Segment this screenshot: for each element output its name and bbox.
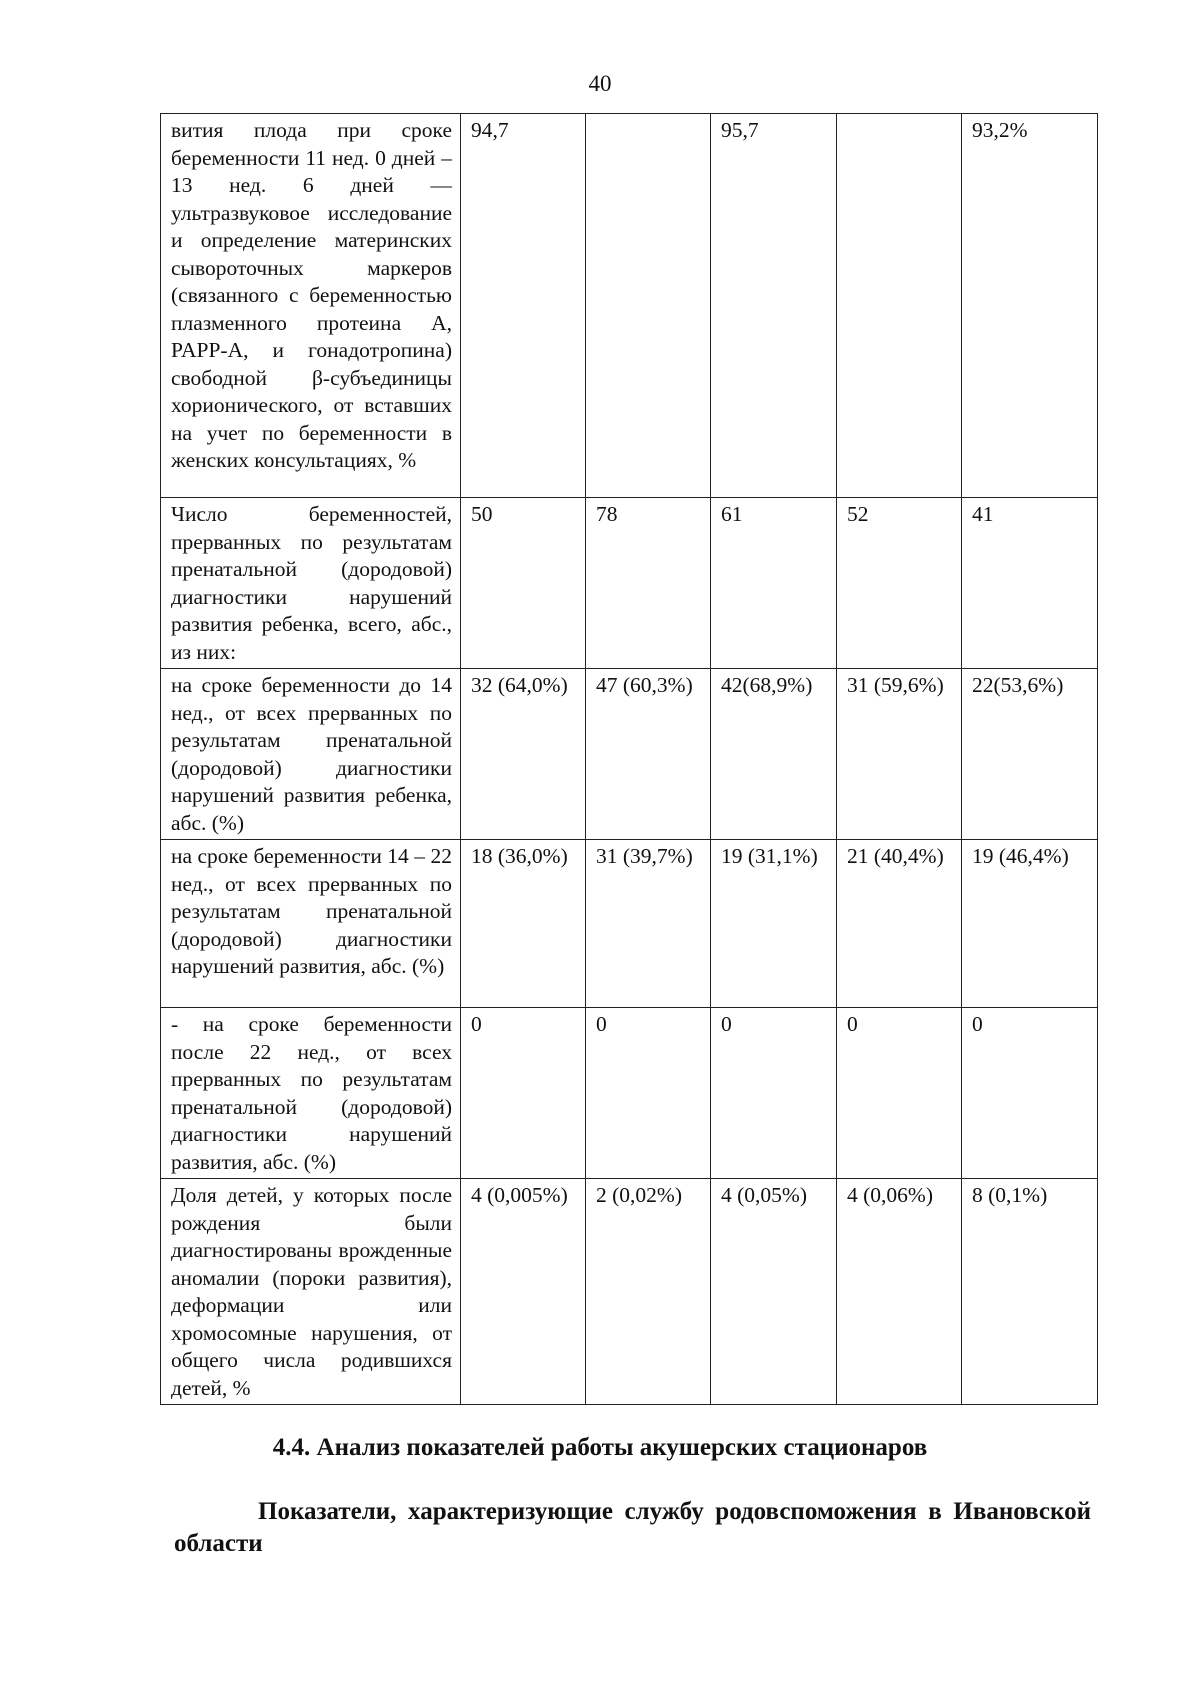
cell-value: 2 (0,02%) xyxy=(586,1179,711,1405)
cell-value: 93,2% xyxy=(962,114,1098,498)
cell-value: 61 xyxy=(711,498,837,669)
cell-value: 4 (0,06%) xyxy=(837,1179,962,1405)
table-body xyxy=(161,114,1098,1405)
cell-value: 19 (31,1%) xyxy=(711,840,837,1008)
table-row xyxy=(161,669,1098,840)
row-label: Число беременностей, прерванных по результатам пренатальной (дородовой) диагностики нарушений развития ребенка, всего, абс., из них: xyxy=(161,498,461,669)
cell-value: 0 xyxy=(461,1008,586,1179)
cell-value: 78 xyxy=(586,498,711,669)
cell-value: 21 (40,4%) xyxy=(837,840,962,1008)
cell-value: 0 xyxy=(837,1008,962,1179)
cell-value: 32 (64,0%) xyxy=(461,669,586,840)
cell-value: 4 (0,005%) xyxy=(461,1179,586,1405)
row-label: Доля детей, у которых после рождения были диагностированы врожденные аномалии (пороки развития), деформации или хромосомные нарушения, от общего числа родившихся детей, % xyxy=(161,1179,461,1405)
cell-value: 52 xyxy=(837,498,962,669)
cell-value: 19 (46,4%) xyxy=(962,840,1098,1008)
cell-value: 50 xyxy=(461,498,586,669)
cell-value: 95,7 xyxy=(711,114,837,498)
cell-value: 31 (59,6%) xyxy=(837,669,962,840)
table-row xyxy=(161,1008,1098,1179)
table-row xyxy=(161,1179,1098,1405)
cell-value: 0 xyxy=(962,1008,1098,1179)
page-number: 40 xyxy=(588,71,612,96)
row-label: - на сроке беременности после 22 нед., от всех прерванных по результатам пренатальной (дородовой) диагностики нарушений развития, абс. (%) xyxy=(161,1008,461,1179)
cell-value xyxy=(586,114,711,498)
cell-value: 22(53,6%) xyxy=(962,669,1098,840)
cell-value: 94,7 xyxy=(461,114,586,498)
section-subheading: Показатели, характеризующие службу родовспоможения в Ивановской области xyxy=(174,1498,1091,1557)
table-row xyxy=(161,840,1098,1008)
cell-value: 31 (39,7%) xyxy=(586,840,711,1008)
indicators-table xyxy=(160,113,1098,1405)
table-row xyxy=(161,498,1098,669)
cell-value: 42(68,9%) xyxy=(711,669,837,840)
row-label: на сроке беременности до 14 нед., от всех прерванных по результатам пренатальной (дородовой) диагностики нарушений развития ребенка, абс. (%) xyxy=(161,669,461,840)
cell-value: 0 xyxy=(711,1008,837,1179)
cell-value xyxy=(837,114,962,498)
cell-value: 0 xyxy=(586,1008,711,1179)
cell-value: 8 (0,1%) xyxy=(962,1179,1098,1405)
row-label: вития плода при сроке беременности 11 нед. 0 дней – 13 нед. 6 дней — ультразвуковое исследование и определение материнских сывороточных маркеров (связанного с беременностью плазменного протеина А, PAPP-A, и гонадотропина) свободной β-субъединицы хорионического, от вставших на учет по беременности в женских консультациях, % xyxy=(161,114,461,498)
cell-value: 18 (36,0%) xyxy=(461,840,586,1008)
section-heading: 4.4. Анализ показателей работы акушерских стационаров xyxy=(272,1434,928,1461)
cell-value: 4 (0,05%) xyxy=(711,1179,837,1405)
row-label: на сроке беременности 14 – 22 нед., от всех прерванных по результатам пренатальной (дородовой) диагностики нарушений развития, абс. (%) xyxy=(161,840,461,1008)
cell-value: 47 (60,3%) xyxy=(586,669,711,840)
table-row xyxy=(161,114,1098,498)
cell-value: 41 xyxy=(962,498,1098,669)
